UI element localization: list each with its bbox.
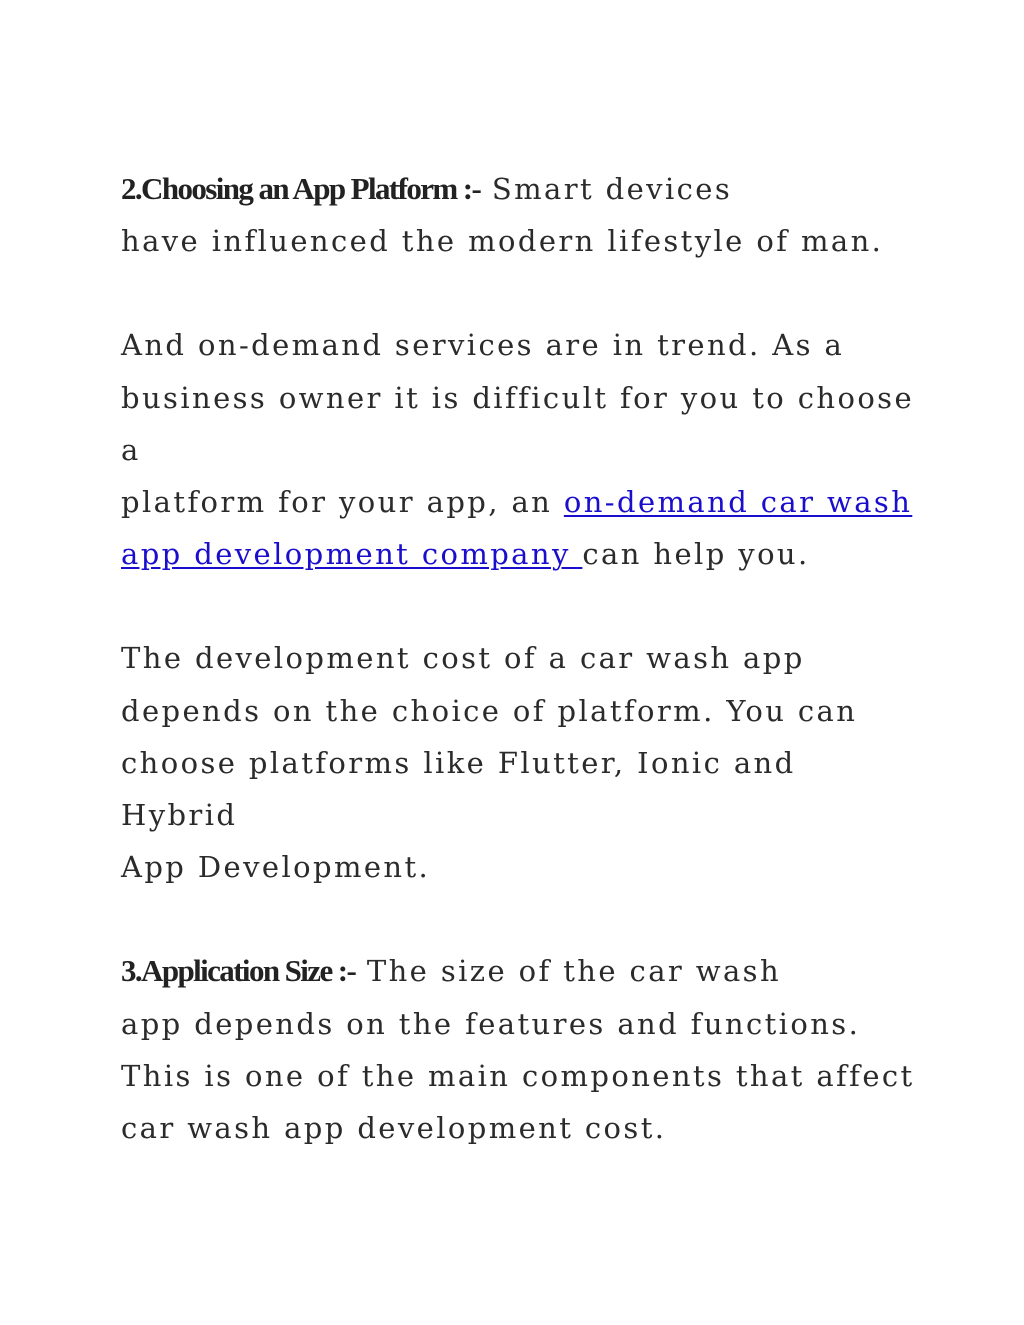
paragraph-line: choose platforms like Flutter, Ionic and Hybrid — [121, 745, 796, 833]
section-text-line: app depends on the features and functions. — [121, 1006, 861, 1041]
section-text: The size of the car wash — [355, 954, 782, 989]
section-heading-choosing-platform: 2.Choosing an App Platform :- — [121, 171, 481, 206]
paragraph-line: business owner it is difficult for you to choose a — [121, 380, 915, 467]
paragraph-line: The development cost of a car wash app — [121, 641, 805, 676]
section-text-line: car wash app development cost. — [121, 1111, 667, 1146]
section-intro-text-line2: have influenced the modern lifestyle of man. — [121, 224, 884, 259]
paragraph-line: platform for your app, an — [121, 485, 564, 520]
section-text-line: This is one of the main components that affect — [121, 1058, 915, 1093]
section-intro-text: Smart devices — [480, 172, 733, 206]
paragraph-development-cost — [121, 632, 921, 893]
link-text-part1[interactable]: on-demand car wash — [563, 485, 913, 520]
section-heading-application-size: 3.Application Size :- — [121, 953, 356, 989]
link-text-part2[interactable]: app development company — [121, 537, 583, 572]
paragraph-line-end: can help you. — [582, 537, 810, 572]
section-choosing-platform — [121, 163, 921, 267]
section-application-size — [121, 945, 921, 1154]
document-page — [121, 163, 921, 1206]
paragraph-line: And on-demand services are in trend. As a — [121, 328, 845, 363]
paragraph-line: App Development. — [121, 850, 431, 885]
paragraph-line: depends on the choice of platform. You can — [121, 693, 858, 728]
paragraph-on-demand — [121, 319, 921, 580]
